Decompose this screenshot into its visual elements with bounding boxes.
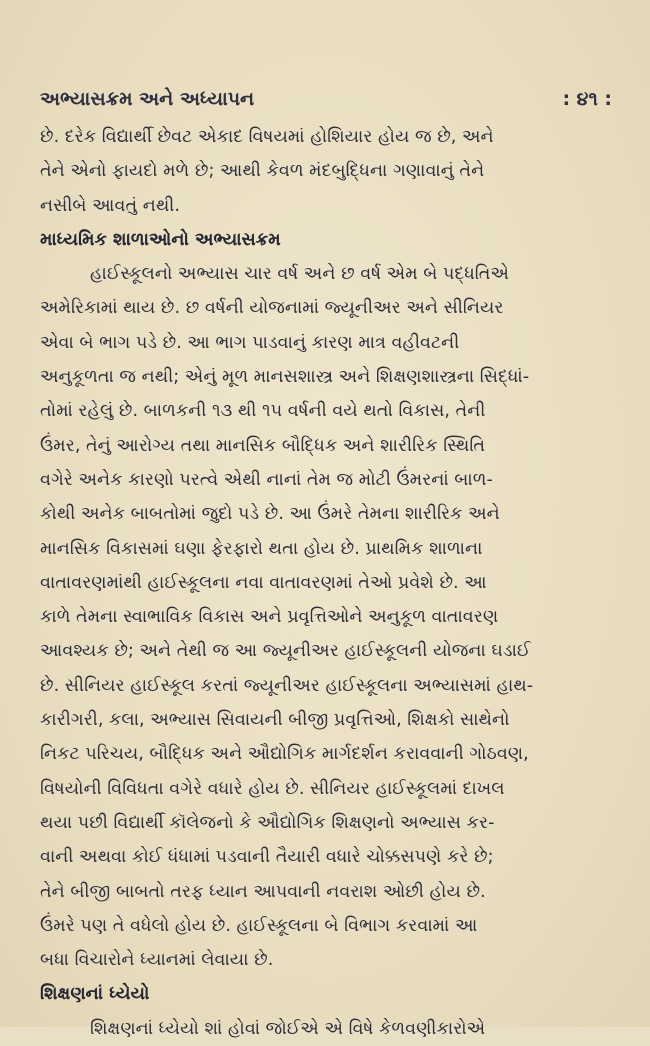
- text-line: આવશ્યક છે; અને તેથી જ આ જ્યૂનીઅર હાઈસ્કૂલની યોજના ઘડાઈ: [40, 641, 531, 662]
- paragraph-continuation: [40, 120, 612, 223]
- text-line: અનુકૂળતા જ નથી; એનું મૂળ માનસશાસ્ત્ર અને શિક્ષણશાસ્ત્રના સિદ્ધાં-: [40, 367, 530, 388]
- text-line: નસીબે આવતું નથી.: [40, 195, 180, 216]
- text-line: કોથી અનેક બાબતોમાં જુદો પડે છે. આ ઉંમરે તેમના શારીરિક અને: [40, 504, 500, 525]
- text-line: તોમાં રહેલું છે. બાળકની ૧૩ થી ૧૫ વર્ષની વયે થતો વિકાસ, તેની: [40, 401, 486, 422]
- text-line: એવા બે ભાગ પડે છે. આ ભાગ પાડવાનું કારણ માત્ર વહીવટની: [40, 332, 460, 353]
- text-line: નિકટ પરિચય, બૌદ્ધિક અને ઔદ્યોગિક માર્ગદર્શન કરાવવાની ગોઠવણ,: [40, 744, 529, 765]
- text-line: છે. દરેક વિદ્યાર્થી છેવટ એકાદ વિષયમાં હોશિયાર હોય જ છે, અને: [40, 127, 494, 147]
- text-line: બધા વિચારોને ધ્યાનમાં લેવાયા છે.: [40, 950, 274, 971]
- section-heading: માધ્યમિક શાળાઓનો અભ્યાસક્રમ: [40, 229, 281, 250]
- text-line: તેને બીજી બાબતો તરફ ધ્યાન આપવાની નવરાશ ઓછી હોય છે.: [40, 881, 486, 902]
- text-line: છે. સીનિયર હાઈસ્કૂલ કરતાં જ્યૂનીઅર હાઈસ્કૂલના અભ્યાસમાં હાથ-: [40, 675, 534, 696]
- text-line: શિક્ષણનાં ધ્યેયો શાં હોવાં જોઈએ એ વિષે કેળવણીકારોએ: [90, 1018, 486, 1039]
- text-line: વાતાવરણમાંથી હાઈસ્કૂલના નવા વાતાવરણમાં તેઓ પ્રવેશે છે. આ: [40, 572, 487, 593]
- text-line: અમેરિકામાં થાય છે. છ વર્ષની યોજનામાં જ્યૂનીઅર અને સીનિયર: [40, 298, 504, 319]
- text-line: ઉંમર, તેનું આરોગ્ય તથા માનસિક બૌદ્ધિક અને શારીરિક સ્થિતિ: [40, 435, 486, 456]
- text-line: કારીગરી, કલા, અભ્યાસ સિવાયની બીજી પ્રવૃત્તિઓ, શિક્ષકો સાથેનો: [40, 710, 510, 731]
- running-header: [40, 88, 612, 118]
- page-number: : ૪૧ :: [562, 88, 612, 110]
- paragraph-education-goals: [40, 1012, 612, 1046]
- text-line: ઉંમરે પણ તે વધેલો હોય છે. હાઈસ્કૂલના બે વિભાગ કરવામાં આ: [40, 915, 478, 936]
- text-line: વાની અથવા કોઈ ધંધામાં પડવાની તૈયારી વધારે ચોક્કસપણે કરે છે;: [40, 847, 494, 868]
- text-line: વગેરે અનેક કારણો પરત્વે એથી નાનાં તેમ જ મોટી ઉંમરનાં બાળ-: [40, 469, 493, 490]
- text-line: હાઈસ્કૂલનો અભ્યાસ ચાર વર્ષ અને છ વર્ષ એમ બે પદ્ધતિએ: [90, 264, 509, 285]
- text-line: કાળે તેમના સ્વાભાવિક વિકાસ અને પ્રવૃત્તિઓને અનુકૂળ વાતાવરણ: [40, 607, 499, 628]
- text-line: માનસિક વિકાસમાં ઘણા ફેરફારો થતા હોય છે. પ્રાથમિક શાળાના: [40, 538, 483, 559]
- paragraph-secondary-schools: [40, 257, 612, 977]
- text-line: થયા પછી વિદ્યાર્થી કૉલેજનો કે ઔદ્યોગિક શિક્ષણનો અભ્યાસ કર-: [40, 812, 495, 833]
- text-line: તેને એનો ફાયદો મળે છે; આથી કેવળ મંદબુદ્ધિના ગણાવાનું તેને: [40, 161, 485, 182]
- text-line: વિષયોની વિવિધતા વગેરે વધારે હોય છે. સીનિયર હાઈસ્કૂલમાં દાખલ: [40, 778, 505, 799]
- body-text: [40, 120, 612, 1046]
- chapter-title: અભ્યાસક્રમ અને અધ્યાપન: [40, 88, 255, 110]
- section-heading: શિક્ષણનાં ધ્યેયો: [40, 984, 150, 1005]
